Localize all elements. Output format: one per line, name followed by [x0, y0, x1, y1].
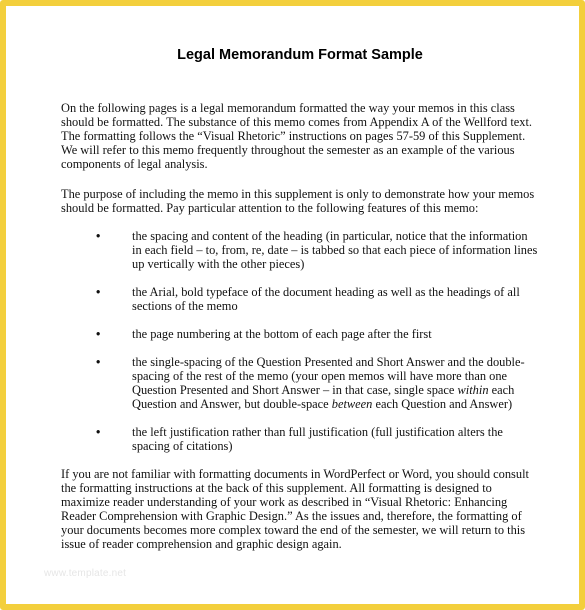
list-item	[61, 425, 539, 453]
list-item	[61, 355, 539, 411]
watermark-text: www.template.net	[44, 568, 127, 579]
list-item-text: the page numbering at the bottom of each page after the first	[132, 327, 432, 341]
memo-page	[61, 46, 539, 551]
document-title: Legal Memorandum Format Sample	[177, 47, 423, 63]
list-item-text: the spacing and content of the heading (in particular, notice that the information in each field – to, from, re, date – is tabbed so that each piece of information lines up vertically with the other pieces)	[132, 229, 538, 271]
list-item-text-part: each Question and Answer, but double-space	[132, 383, 515, 411]
list-item-text-part: the single-spacing of the Question Presented and Short Answer and the double-spacing of the rest of the memo (your open memos will have more than one Question Presented and Short Answer – in that case, single space	[132, 355, 525, 397]
list-item-text	[132, 355, 525, 411]
list-item	[61, 285, 539, 313]
list-item-text: the left justification rather than full justification (full justification alters the spacing of citations)	[132, 425, 503, 453]
italic-between: between	[331, 397, 373, 411]
bullet-icon: •	[96, 425, 101, 439]
intro-paragraph: On the following pages is a legal memorandum formatted the way your memos in this class should be formatted. The substance of this memo comes from Appendix A of the Wellford text. The formatting follows the “Visual Rhetoric” instructions on pages 57-59 of this Supplement. We will refer to this memo frequently throughout the semester as an example of the various components of legal analysis.	[61, 101, 533, 171]
bullet-icon: •	[96, 355, 101, 369]
purpose-paragraph: The purpose of including the memo in this supplement is only to demonstrate how your memos should be formatted. Pay particular attention to the following features of this memo:	[61, 187, 535, 215]
bullet-icon: •	[96, 327, 101, 341]
list-item	[61, 327, 539, 341]
list-item-text-part: each Question and Answer)	[372, 397, 513, 411]
bullet-icon: •	[96, 285, 101, 299]
bullet-icon: •	[96, 229, 101, 243]
list-item	[61, 229, 539, 271]
features-list	[61, 229, 539, 453]
list-item-text: the Arial, bold typeface of the document heading as well as the headings of all sections of the memo	[132, 285, 520, 313]
italic-within: within	[457, 383, 489, 397]
closing-paragraph: If you are not familiar with formatting documents in WordPerfect or Word, you should consult the formatting instructions at the back of this supplement. All formatting is designed to maximize reader understanding of your work as described in “Visual Rhetoric: Enhancing Reader Comprehension with Graphic Design.” As the issues and, therefore, the formatting of your documents becomes more complex toward the end of the semester, we will return to this issue of reader comprehension and graphic design again.	[61, 467, 529, 551]
